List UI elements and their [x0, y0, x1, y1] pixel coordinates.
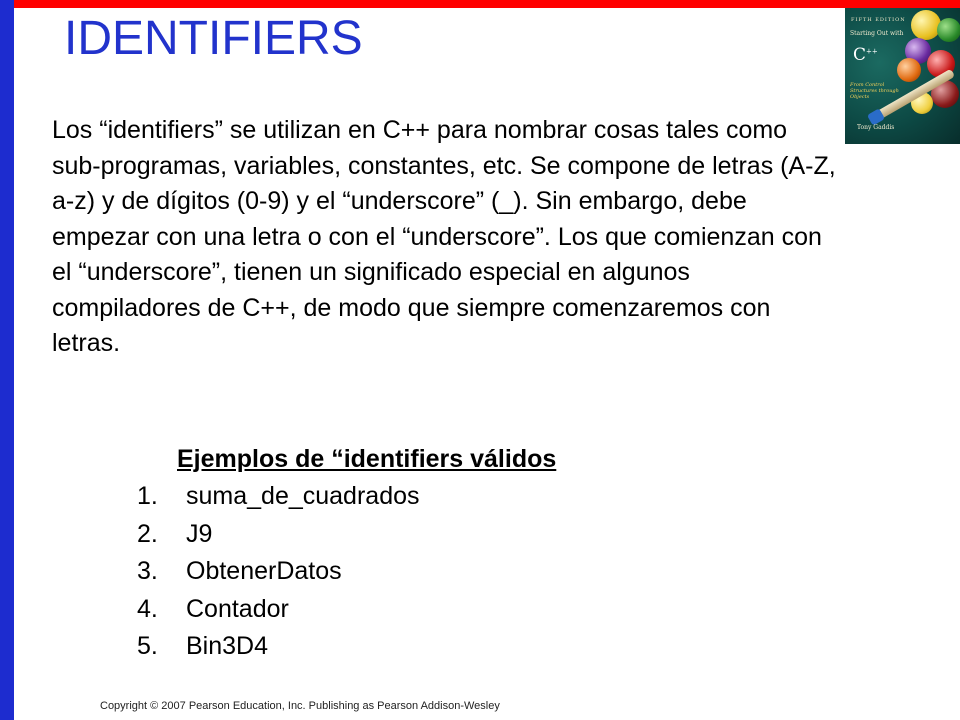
list-item-text: Contador: [186, 594, 289, 623]
billiard-ball-green: [937, 18, 960, 42]
book-subtitle: Starting Out with: [850, 30, 904, 37]
book-language: [853, 45, 878, 65]
list-item-text: Bin3D4: [186, 632, 268, 660]
intro-paragraph: Los “identifiers” se utilizan en C++ para nombrar cosas tales como sub-programas, variables, constantes, etc. Se compone de letras (A-Z, a-z) y de dígitos (0-9) y el “underscore” (_). Sin embargo, debe empezar con una letra o con el “underscore”. Los que comienzan con el “underscore”, tienen un significado especial en algunos compiladores de C++, de modo que siempre comenzaremos con letras.: [52, 116, 836, 357]
slide-title: IDENTIFIERS: [64, 12, 363, 65]
billiard-ball-yellow: [911, 10, 941, 40]
book-language-letter: C: [853, 45, 867, 65]
book-cover-image: [845, 8, 960, 144]
list-item: [137, 553, 420, 591]
top-accent-bar: [0, 0, 960, 8]
book-edition: FIFTH EDITION: [851, 17, 906, 23]
list-item-number: 1.: [137, 482, 158, 510]
examples-heading: Ejemplos de “identifiers válidos: [177, 445, 557, 473]
book-language-sup: ++: [866, 47, 878, 56]
list-item-number: 5.: [137, 632, 158, 660]
list-item-number: 3.: [137, 557, 158, 585]
list-item-text: suma_de_cuadrados: [186, 482, 420, 510]
list-item-number: 4.: [137, 594, 158, 623]
list-item-text: J9: [186, 519, 213, 548]
list-item-text: ObtenerDatos: [186, 557, 342, 585]
book-author: Tony Gaddis: [857, 124, 895, 131]
list-item: [137, 591, 420, 629]
copyright-notice: Copyright © 2007 Pearson Education, Inc. Publishing as Pearson Addison-Wesley: [100, 700, 500, 712]
list-item: [137, 628, 420, 666]
left-accent-bar: [0, 0, 14, 720]
examples-list: [137, 478, 420, 666]
book-tagline: From Control Structures through Objects: [850, 82, 899, 100]
list-item: [137, 478, 420, 516]
list-item-number: 2.: [137, 519, 158, 548]
billiard-ball-orange: [897, 58, 921, 82]
list-item: [137, 516, 420, 554]
